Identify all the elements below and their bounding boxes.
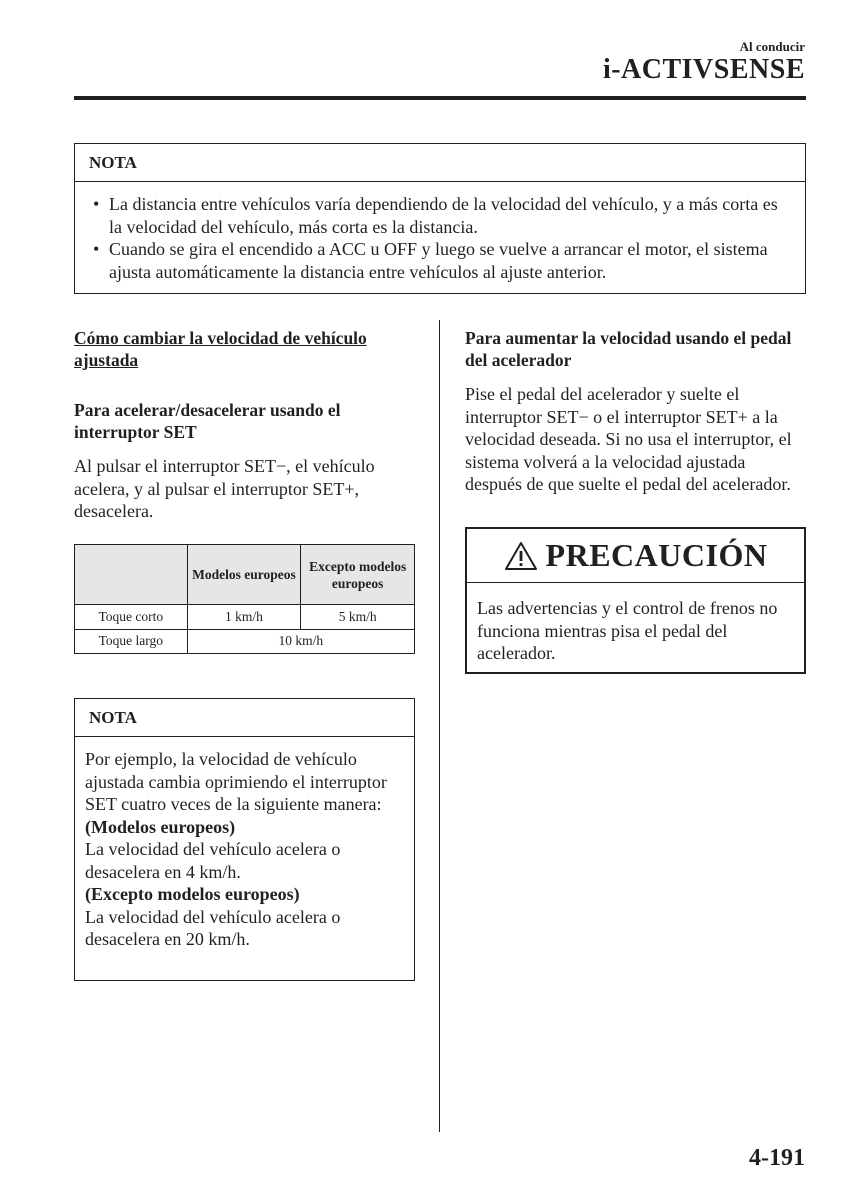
table-cell: Toque corto (75, 605, 188, 630)
table-header-cell (75, 545, 188, 605)
table-header-cell: Excepto modelos europeos (301, 545, 415, 605)
table-header-row (75, 545, 415, 605)
table-row (75, 605, 415, 630)
section-label: Al conducir (739, 39, 805, 54)
column-divider (439, 320, 440, 1132)
chapter-title: i-ACTIVSENSE (602, 54, 805, 85)
note-text: La velocidad del vehículo acelera o desacelera en 4 km/h. (85, 839, 341, 882)
subsection-heading: Para acelerar/desacelerar usando el interruptor SET (74, 400, 341, 442)
note-heading: NOTA (75, 699, 414, 737)
warning-triangle-icon (504, 541, 538, 571)
table-cell: Toque largo (75, 629, 188, 654)
note-heading: NOTA (75, 144, 805, 182)
note-body (75, 182, 805, 283)
bullet-dot: • (93, 194, 100, 214)
note-bullet-text: La distancia entre vehículos varía dependiendo de la velocidad del vehículo, y a más corta es la velocidad del vehículo, más corta es la distancia. (109, 194, 778, 237)
note-box-bottom (74, 698, 415, 981)
note-text: Por ejemplo, la velocidad de vehículo ajustada cambia oprimiendo el interruptor SET cuatro veces de la siguiente manera: (85, 749, 387, 814)
caution-header (467, 529, 804, 583)
caution-box (465, 527, 806, 674)
caution-title: PRECAUCIÓN (545, 537, 768, 573)
section-heading: Para aumentar la velocidad usando el pedal del acelerador (465, 328, 792, 370)
note-bullet (93, 193, 785, 238)
table-cell: 1 km/h (187, 605, 301, 630)
body-paragraph: Pise el pedal del acelerador y suelte el interruptor SET− o el interruptor SET+ a la velocidad deseada. Si no usa el interruptor, el sistema volverá a la velocidad ajustada después de que suelte el pedal del acelerador. (465, 384, 792, 494)
bullet-dot: • (93, 239, 100, 259)
page-number: 4-191 (749, 1145, 805, 1171)
note-body (75, 737, 414, 951)
note-box-top (74, 143, 806, 294)
note-text: La velocidad del vehículo acelera o desacelera en 20 km/h. (85, 906, 341, 949)
section-heading: Cómo cambiar la velocidad de vehículo ajustada (74, 328, 367, 370)
caution-text: Las advertencias y el control de frenos no funciona mientras pisa el pedal del acelerador. (477, 598, 778, 663)
note-label: (Modelos europeos) (85, 816, 236, 837)
body-paragraph: Al pulsar el interruptor SET−, el vehículo acelera, y al pulsar el interruptor SET+, desacelera. (74, 456, 375, 521)
note-bullet (93, 238, 785, 283)
speed-table (74, 544, 415, 654)
note-label: (Excepto modelos europeos) (85, 884, 300, 904)
table-row (75, 629, 415, 654)
table-header-cell: Modelos europeos (187, 545, 301, 605)
table-cell: 10 km/h (187, 629, 414, 654)
note-bullet-text: Cuando se gira el encendido a ACC u OFF y luego se vuelve a arrancar el motor, el sistema ajusta automáticamente la distancia entre vehículos al ajuste anterior. (109, 239, 768, 282)
table-cell: 5 km/h (301, 605, 415, 630)
header-rule (74, 96, 806, 100)
